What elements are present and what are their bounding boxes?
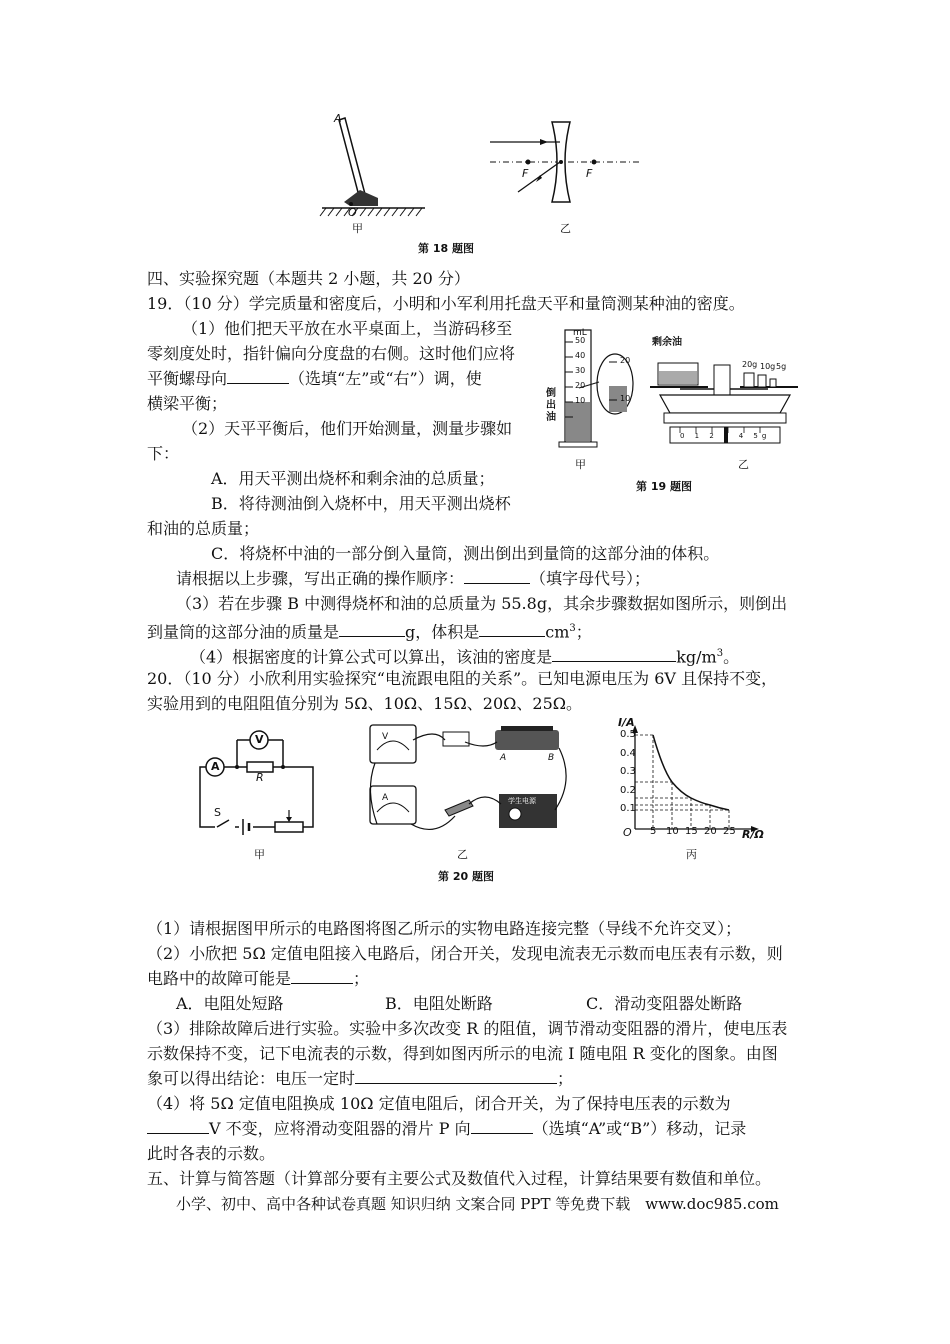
q19-p2-line2: 下： xyxy=(147,444,180,463)
fig19-zoom-10: 10 xyxy=(620,394,631,403)
figure-19-cylinder xyxy=(555,322,645,452)
q19-p3-line2 xyxy=(147,618,592,643)
q19-p1-line3-b: （选填“左”或“右”）调，使 xyxy=(289,369,482,388)
q19-blank-density[interactable] xyxy=(552,647,676,662)
fig18-caption: 第 18 题图 xyxy=(418,242,474,255)
q19-p3-line2-b: g，体积是 xyxy=(405,622,480,642)
fig19-caption: 第 19 题图 xyxy=(636,480,692,493)
q20-blank-conclusion[interactable] xyxy=(355,1069,557,1084)
fig19-zoom-20: 20 xyxy=(620,356,631,365)
fig19-sub-yi: 乙 xyxy=(738,458,749,471)
q19-p2-line1: （2）天平平衡后，他们开始测量，测量步骤如 xyxy=(182,419,513,438)
q20-p4-line2-b: （选填“A”或“B”）移动，记录 xyxy=(532,1119,747,1138)
q19-p4-a: （4）根据密度的计算公式可以算出，该油的密度是 xyxy=(190,647,553,667)
fig20-term-A: A xyxy=(500,753,507,763)
q20-intro-line2: 实验用到的电阻阻值分别为 5Ω、10Ω、15Ω、20Ω、25Ω。 xyxy=(147,694,583,713)
q20-p2-line1: （2）小欣把 5Ω 定值电阻接入电路后，闭合开关，发现电流表无示数而电压表有示数，则 xyxy=(147,944,783,963)
q19-blank-direction[interactable] xyxy=(227,369,289,384)
fig19-scale: 0 1 2 3 4 5g xyxy=(680,432,771,440)
q20-p2-line2 xyxy=(147,968,369,990)
fig18-label-A: A xyxy=(334,112,342,125)
fig18-sub-yi: 乙 xyxy=(560,222,571,235)
q20-p4-line3: 此时各表的示数。 xyxy=(147,1144,276,1163)
q20-p4-line2 xyxy=(147,1118,746,1140)
fig20-graph-y-0.2: 0.2 xyxy=(620,785,636,796)
q19-p3-sup: 3 xyxy=(569,623,576,634)
q20-blank-voltage[interactable] xyxy=(147,1119,209,1134)
q19-blank-volume[interactable] xyxy=(479,622,545,637)
fig19-w10: 10g xyxy=(760,362,776,371)
figure-20-physical-circuit xyxy=(365,720,565,850)
q20-option-B: B．电阻处断路 xyxy=(385,994,493,1013)
q20-p3-line1: （3）排除故障后进行实验。实验中多次改变 R 的阻值，调节滑动变阻器的滑片，使电压表 xyxy=(147,1019,788,1038)
fig20-A: A xyxy=(211,760,220,773)
fig19-tick-50: 50 xyxy=(575,336,586,345)
q20-option-A: A．电阻处短路 xyxy=(176,994,284,1013)
figure-20-graph xyxy=(615,725,765,835)
fig18-label-F2: F xyxy=(586,167,593,180)
q20-p3-line2: 示数保持不变，记下电流表的示数，得到如图丙所示的电流 I 随电阻 R 变化的图象。由图 xyxy=(147,1044,778,1063)
fig20-graph-x-5: 5 xyxy=(650,826,657,837)
page-footer: 小学、初中、高中各种试卷真题 知识归纳 文案合同 PPT 等免费下载 www.doc985.com xyxy=(176,1195,779,1213)
q19-step-B-line2: 和油的总质量； xyxy=(147,519,260,538)
q19-p4-c: 。 xyxy=(723,647,740,667)
fig19-w20: 20g xyxy=(742,360,758,369)
q19-p1-line1: （1）他们把天平放在水平桌面上，当游码移至 xyxy=(182,319,513,338)
fig20-graph-y-label: I/A xyxy=(618,716,635,729)
q20-blank-fault[interactable] xyxy=(291,969,353,984)
fig18-label-O: O xyxy=(348,206,357,219)
fig19-sub-jia: 甲 xyxy=(575,458,586,471)
fig19-tick-10: 10 xyxy=(575,396,586,405)
fig18-sub-jia: 甲 xyxy=(352,222,363,235)
figure-18-lens xyxy=(490,120,640,210)
fig18-label-F1: F xyxy=(522,167,529,180)
q20-blank-slider[interactable] xyxy=(471,1119,533,1134)
q19-p3-line2-d: ； xyxy=(575,622,592,642)
q19-order-b: （填字母代号）； xyxy=(530,569,651,588)
q20-p2-line2-b: ； xyxy=(353,969,370,988)
q19-p1-line3-a: 平衡螺母向 xyxy=(147,369,228,388)
q19-blank-mass[interactable] xyxy=(339,622,405,637)
fig19-ml-label: mL xyxy=(573,328,587,338)
fig20-graph-x-25: 25 xyxy=(723,826,736,837)
fig20-graph-y-0.4: 0.4 xyxy=(620,748,636,759)
q19-p3-line2-c: cm xyxy=(545,622,570,642)
fig20-V: V xyxy=(255,733,264,746)
q20-option-C: C．滑动变阻器处断路 xyxy=(586,994,743,1013)
q19-p4-sup: 3 xyxy=(716,648,724,659)
fig19-tick-40: 40 xyxy=(575,351,586,360)
q19-p1-line3 xyxy=(147,368,482,390)
fig20-term-B: B xyxy=(548,753,555,763)
fig20-sub-yi: 乙 xyxy=(457,848,468,861)
q19-p4 xyxy=(190,643,739,668)
q19-order xyxy=(176,568,650,590)
fig19-w5: 5g xyxy=(776,362,787,371)
q19-p3-line1: （3）若在步骤 B 中测得烧杯和油的总质量为 55.8g，其余步骤数据如图所示，则倒出 xyxy=(176,594,788,613)
q20-p3-line3 xyxy=(147,1068,573,1090)
q20-intro-line1: 20．（10 分）小欣利用实验探究“电流跟电阻的关系”。已知电源电压为 6V 且保持不变， xyxy=(147,669,778,688)
fig19-remain-label: 剩余油 xyxy=(652,337,682,348)
fig19-pour-label: 倒出油 xyxy=(546,388,556,423)
q19-order-a: 请根据以上步骤，写出正确的操作顺序： xyxy=(176,569,465,588)
fig20-graph-x-10: 10 xyxy=(666,826,679,837)
fig20-graph-x-20: 20 xyxy=(704,826,717,837)
section5-title: 五、计算与简答题（计算部分要有主要公式及数值代入过程，计算结果要有数值和单位。 xyxy=(147,1169,772,1188)
q19-p3-line2-a: 到量筒的这部分油的质量是 xyxy=(147,622,340,642)
q20-p3-line3-a: 象可以得出结论：电压一定时 xyxy=(147,1069,356,1088)
fig20-caption: 第 20 题图 xyxy=(438,870,494,883)
fig20-S: S xyxy=(214,806,221,819)
section4-title: 四、实验探究题（本题共 2 小题，共 20 分） xyxy=(147,269,470,288)
fig20-voltmeter-label: V xyxy=(382,732,389,742)
fig20-sub-bing: 丙 xyxy=(686,848,697,861)
q19-p1-line4: 横梁平衡； xyxy=(147,394,228,413)
q20-p1: （1）请根据图甲所示的电路图将图乙所示的实物电路连接完整（导线不允许交叉）； xyxy=(147,919,742,938)
fig20-graph-y-0.3: 0.3 xyxy=(620,766,636,777)
fig20-graph-x-label: R/Ω xyxy=(742,828,764,841)
fig20-graph-x-15: 15 xyxy=(685,826,698,837)
fig20-graph-y-0.1: 0.1 xyxy=(620,803,636,814)
fig19-tick-20: 20 xyxy=(575,381,586,390)
q19-p4-b: kg/m xyxy=(676,647,717,667)
fig20-power-label: 学生电源 xyxy=(508,797,536,805)
fig20-graph-origin: O xyxy=(623,826,632,839)
fig20-sub-jia: 甲 xyxy=(254,848,265,861)
q20-p4-line2-a: V 不变，应将滑动变阻器的滑片 P 向 xyxy=(209,1119,471,1138)
q19-blank-order[interactable] xyxy=(464,569,530,584)
figure-19-balance xyxy=(650,345,800,445)
q20-p3-line3-b: ； xyxy=(557,1069,574,1088)
fig20-R: R xyxy=(256,771,264,784)
q19-step-B-line1: B．将待测油倒入烧杯中，用天平测出烧杯 xyxy=(211,494,511,513)
q19-step-A: A．用天平测出烧杯和剩余油的总质量； xyxy=(211,469,495,488)
q19-intro: 19．（10 分）学完质量和密度后，小明和小军利用托盘天平和量筒测某种油的密度。 xyxy=(147,294,745,313)
figure-18-lever xyxy=(320,110,430,230)
fig19-tick-30: 30 xyxy=(575,366,586,375)
q19-p1-line2: 零刻度处时，指针偏向分度盘的右侧。这时他们应将 xyxy=(147,344,516,363)
fig20-graph-y-0.5: 0.5 xyxy=(620,729,636,740)
q20-p4-line1: （4）将 5Ω 定值电阻换成 10Ω 定值电阻后，闭合开关，为了保持电压表的示数为 xyxy=(147,1094,731,1113)
q19-step-C: C．将烧杯中油的一部分倒入量筒，测出倒出到量筒的这部分油的体积。 xyxy=(211,544,720,563)
fig20-ammeter-label: A xyxy=(382,793,389,803)
q20-p2-line2-a: 电路中的故障可能是 xyxy=(147,969,292,988)
